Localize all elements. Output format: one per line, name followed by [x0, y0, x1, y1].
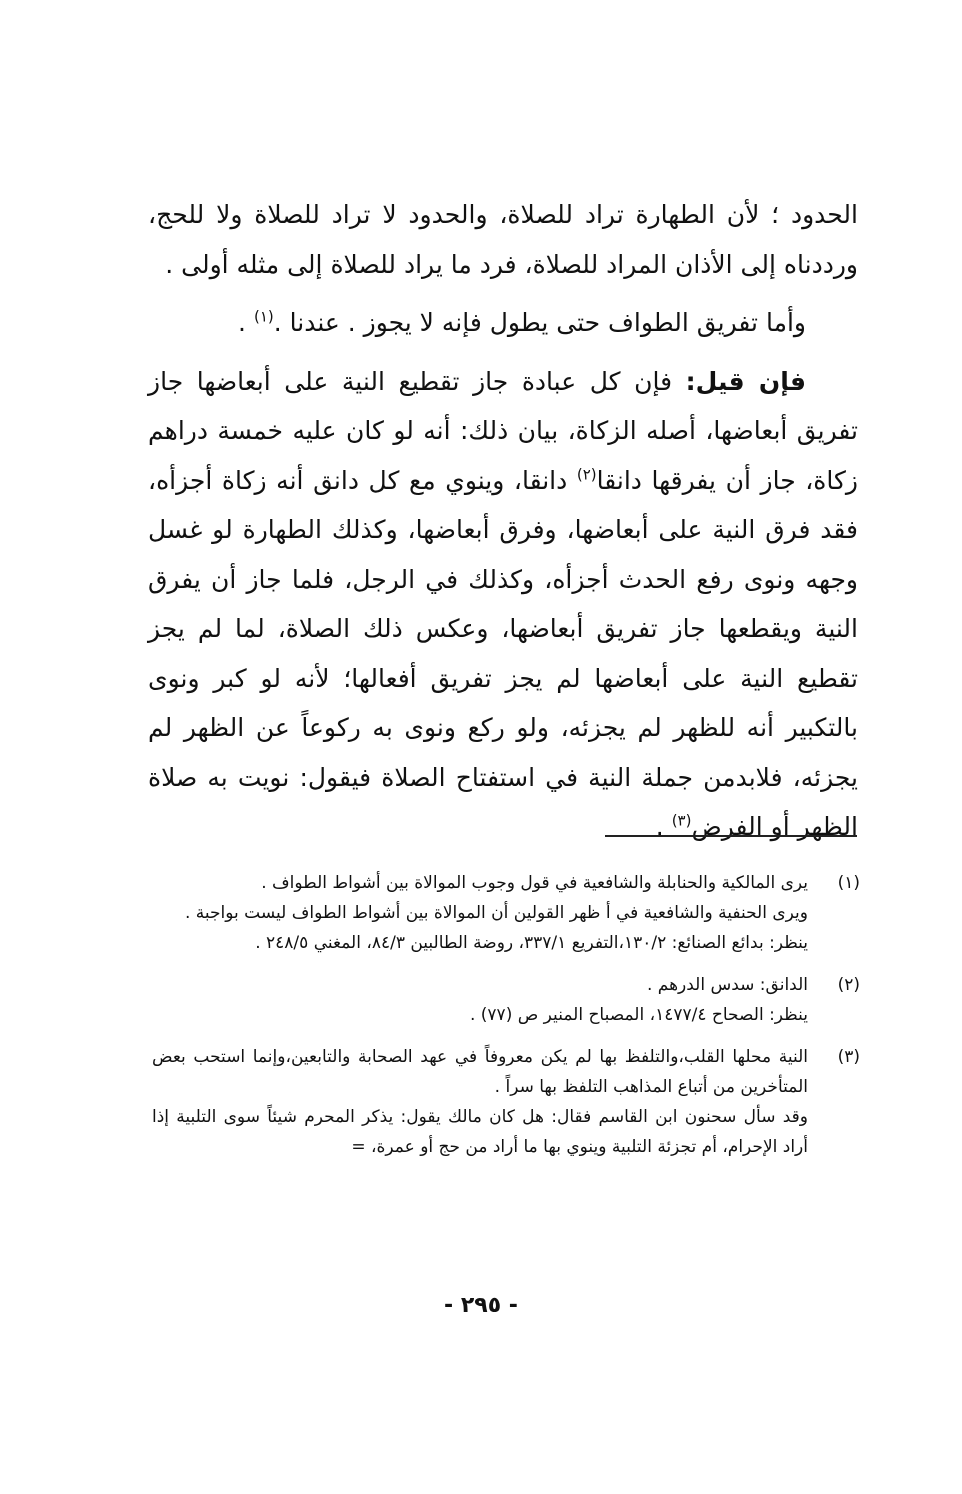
- paragraph-3: [148, 357, 858, 852]
- paragraph-2-end: .: [238, 308, 254, 337]
- footnotes: [152, 868, 860, 1174]
- footnote-separator: [605, 835, 857, 837]
- footnote-line: يرى المالكية والحنابلة والشافعية في قول وجوب الموالاة بين أشواط الطواف .: [261, 873, 808, 893]
- footnote-body: [152, 868, 808, 958]
- footnote-line: ويرى الحنفية والشافعية في أ ظهر القولين أن الموالاة بين أشواط الطواف ليست بواجبة .: [184, 903, 808, 923]
- paragraph-2-text: وأما تفريق الطواف حتى يطول فإنه لا يجوز . عندنا .: [273, 308, 806, 337]
- footnote-ref-1[interactable]: (١): [253, 307, 274, 326]
- footnote-line: الدانق: سدس الدرهم .: [646, 975, 808, 995]
- main-text: [148, 190, 858, 852]
- paragraph-3-text-b: دانقا، وينوي مع كل دانق أنه زكاة أجزأه، فقد فرق النية على أبعاضها، وفرق أبعاضها، وكذلك الطهارة لو غسل وجهه ونوى رفع الحدث أجزأه، وكذلك في الرجل، فلما جاز أن يفرق النية ويقطعها جاز تفريق أبعاضها، وعكس ذلك الصلاة، لما لم يجز تقطيع النية على أبعاضها لم يجز تفريق أفعالها؛ لأنه لو كبر ونوى بالتكبير أنه للظهر لم يجزئه، ولو ركع ونوى به ركوعاً عن الظهر لم يجزئه، فلابدمن جملة النية في استفتاح الصلاة فيقول: نويت به صلاة الظهر أو الفرض: [148, 465, 858, 841]
- footnote-3: [152, 1042, 860, 1162]
- footnote-body: [152, 1042, 808, 1162]
- footnote-line: ينظر: بدائع الصنائع: ١٣٠/٢،التفريع ٣٣٧/١، روضة الطالبين ٨٤/٣، المغني ٢٤٨/٥ .: [255, 933, 808, 953]
- footnote-ref-3[interactable]: (٣): [671, 811, 692, 830]
- paragraph-3-end: .: [655, 812, 672, 841]
- footnote-line: ينظر: الصحاح ١٤٧٧/٤، المصباح المنير ص (٧٧) .: [469, 1005, 808, 1025]
- footnote-ref-2[interactable]: (٢): [576, 465, 597, 484]
- page-number: - ٢٩٥ -: [444, 1293, 518, 1318]
- paragraph-2: [148, 298, 858, 348]
- paragraph-3-text-a: فإن كل عبادة جاز تقطيع النية على أبعاضها جاز تفريق أبعاضها، أصله الزكاة، بيان ذلك: أنه لو كان عليه خمسة دراهم زكاة، جاز أن يفرقها دانقا: [148, 366, 858, 495]
- footnote-2: [152, 970, 860, 1030]
- footnote-line: وقد سأل سحنون ابن القاسم فقال: هل كان مالك يقول: يذكر المحرم شيئاً سوى التلبية إذا أراد الإحرام، أم تجزئة التلبية وينوي بها ما أراد من حج أو عمرة، =: [152, 1107, 808, 1157]
- footnote-body: [152, 970, 808, 1030]
- paragraph-3-lead: فإن قيل:: [685, 366, 806, 396]
- footnote-number: (١): [837, 873, 860, 893]
- footnote-number: (٣): [837, 1047, 860, 1067]
- footnote-1: [152, 868, 860, 958]
- footnote-number: (٢): [837, 975, 860, 995]
- footnote-line: النية محلها القلب،والتلفظ بها لم يكن معروفاً في عهد الصحابة والتابعين،وإنما استحب بعض المتأخرين من أتباع المذاهب التلفظ بها سراً .: [152, 1047, 808, 1097]
- paragraph-1: الحدود ؛ لأن الطهارة تراد للصلاة، والحدود لا تراد للصلاة ولا للحج، ورددناه إلى الأذان المراد للصلاة، فرد ما يراد للصلاة إلى مثله أولى .: [148, 200, 858, 279]
